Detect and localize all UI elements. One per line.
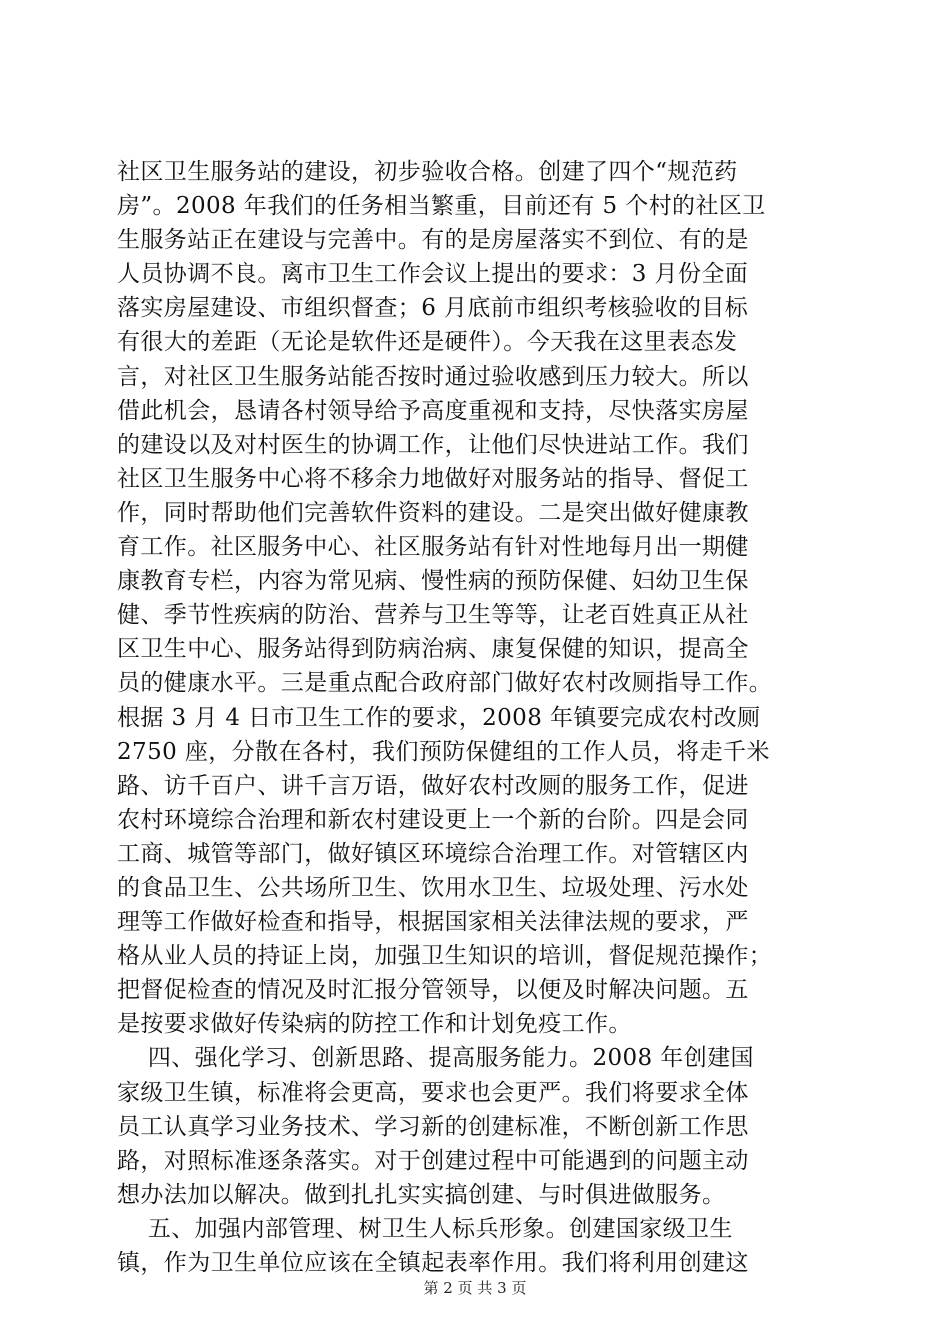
- text-line: 社区卫生服务站的建设，初步验收合格。创建了四个“规范药: [117, 159, 738, 185]
- text-line: 作，同时帮助他们完善软件资料的建设。二是突出做好健康教: [117, 499, 749, 526]
- text-line: 把督促检查的情况及时汇报分管领导，以便及时解决问题。五: [117, 977, 749, 1004]
- text-line: 是按要求做好传染病的防控工作和计划免疫工作。: [117, 1011, 632, 1038]
- text-line: 四、强化学习、创新思路、提高服务能力。2008 年创建国: [117, 1045, 754, 1072]
- text-line: 家级卫生镇，标准将会更高，要求也会更严。我们将要求全体: [117, 1079, 749, 1106]
- body-text: [117, 155, 837, 1280]
- text-line: 路、访千百户、讲千言万语，做好农村改厕的服务工作，促进: [117, 772, 749, 799]
- text-line: 员的健康水平。三是重点配合政府部门做好农村改厕指导工作。: [117, 670, 773, 697]
- text-line: 康教育专栏，内容为常见病、慢性病的预防保健、妇幼卫生保: [117, 568, 749, 595]
- text-line: 镇，作为卫生单位应该在全镇起表率作用。我们将利用创建这: [117, 1250, 749, 1276]
- text-line: 育工作。社区服务中心、社区服务站有针对性地每月出一期健: [117, 534, 749, 561]
- text-line: 工商、城管等部门，做好镇区环境综合治理工作。对管辖区内: [117, 840, 749, 867]
- text-line: 2750 座，分散在各村，我们预防保健组的工作人员，将走千米: [117, 738, 770, 765]
- text-line: 言，对社区卫生服务站能否按时通过验收感到压力较大。所以: [117, 363, 749, 390]
- text-line: 理等工作做好检查和指导，根据国家相关法律法规的要求，严: [117, 909, 749, 936]
- text-line: 想办法加以解决。做到扎扎实实搞创建、与时俱进做服务。: [117, 1181, 726, 1208]
- text-line: 生服务站正在建设与完善中。有的是房屋落实不到位、有的是: [117, 227, 749, 254]
- text-line: 的建设以及对村医生的协调工作，让他们尽快进站工作。我们: [117, 431, 749, 458]
- text-line: 格从业人员的持证上岗，加强卫生知识的培训，督促规范操作；: [117, 943, 773, 970]
- text-line: 员工认真学习业务技术、学习新的创建标准，不断创新工作思: [117, 1113, 749, 1140]
- text-line: 五、加强内部管理、树卫生人标兵形象。创建国家级卫生: [117, 1215, 733, 1242]
- text-line: 根据 3 月 4 日市卫生工作的要求，2008 年镇要完成农村改厕: [117, 704, 761, 731]
- text-line: 借此机会，恳请各村领导给予高度重视和支持，尽快落实房屋: [117, 397, 749, 424]
- text-line: 农村环境综合治理和新农村建设更上一个新的台阶。四是会同: [117, 806, 749, 833]
- text-line: 的食品卫生、公共场所卫生、饮用水卫生、垃圾处理、污水处: [117, 874, 749, 901]
- text-line: 路，对照标准逐条落实。对于创建过程中可能遇到的问题主动: [117, 1147, 749, 1174]
- text-line: 社区卫生服务中心将不移余力地做好对服务站的指导、督促工: [117, 465, 749, 492]
- text-line: 健、季节性疾病的防治、营养与卫生等等，让老百姓真正从社: [117, 602, 749, 629]
- text-line: 人员协调不良。离市卫生工作会议上提出的要求：3 月份全面: [117, 261, 749, 288]
- text-line: 落实房屋建设、市组织督查；6 月底前市组织考核验收的目标: [117, 295, 749, 322]
- text-line: 有很大的差距（无论是软件还是硬件）。今天我在这里表态发: [117, 329, 738, 356]
- text-line: 房”。2008 年我们的任务相当繁重，目前还有 5 个村的社区卫: [117, 193, 766, 220]
- page-footer: 第 2 页 共 3 页: [423, 1279, 527, 1297]
- text-line: 区卫生中心、服务站得到防病治病、康复保健的知识，提高全: [117, 636, 749, 663]
